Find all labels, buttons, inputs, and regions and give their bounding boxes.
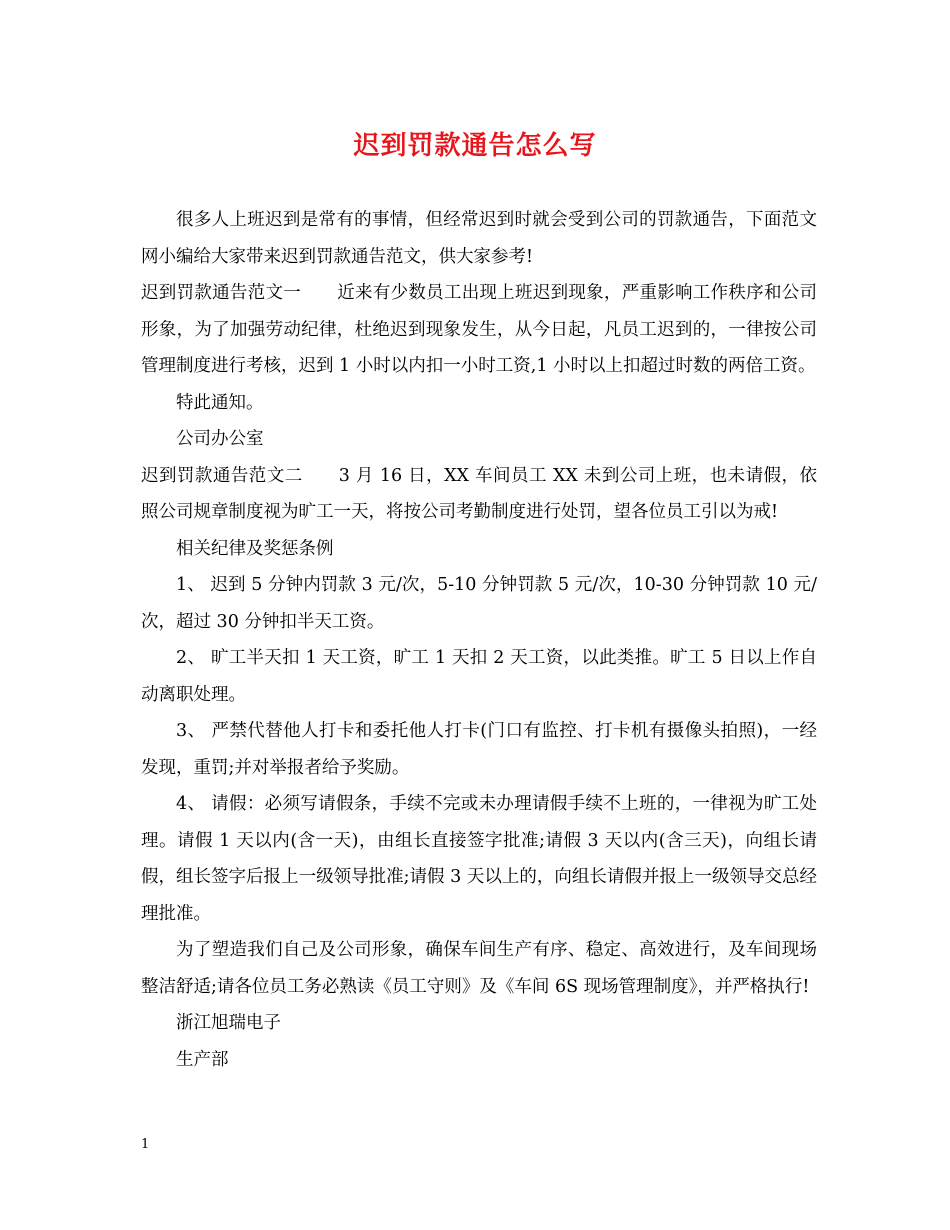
sample2-paragraph (141, 458, 817, 531)
page-number: 1 (141, 1137, 150, 1152)
rules-heading: 相关纪律及奖惩条例 (176, 538, 334, 559)
rule-item-1: 1、 迟到 5 分钟内罚款 3 元/次，5-10 分钟罚款 5 元/次，10-30 分钟罚款 10 元/次，超过 30 分钟扣半天工资。 (141, 575, 817, 632)
rule-item-2: 2、 旷工半天扣 1 天工资，旷工 1 天扣 2 天工资，以此类推。旷工 5 日以上作自动离职处理。 (141, 648, 817, 705)
page-title: 迟到罚款通告怎么写 (353, 131, 597, 161)
sample2-text: 3 月 16 日，XX 车间员工 XX 未到公司上班，也未请假，依照公司规章制度视为旷工一天，将按公司考勤制度进行处罚，望各位员工引以为戒! (141, 465, 817, 522)
sample1-text: 近来有少数员工出现上班迟到现象，严重影响工作秩序和公司形象，为了加强劳动纪律，杜绝迟到现象发生，从今日起，凡员工迟到的，一律按公司管理制度进行考核，迟到 1 小时以内扣一小时工资,1 小时以上扣超过时数的两倍工资。 (141, 283, 817, 376)
document-body (141, 202, 817, 1078)
sample1-label: 迟到罚款通告范文一 (141, 283, 301, 303)
intro-paragraph: 很多人上班迟到是常有的事情，但经常迟到时就会受到公司的罚款通告，下面范文网小编给大家带来迟到罚款通告范文，供大家参考! (141, 210, 817, 267)
rule-item-3: 3、 严禁代替他人打卡和委托他人打卡(门口有监控、打卡机有摄像头拍照)，一经发现，重罚;并对举报者给予奖励。 (141, 721, 817, 778)
sample1-notice: 特此通知。 (176, 392, 264, 413)
sample1-paragraph (141, 275, 817, 385)
company-name: 浙江旭瑞电子 (176, 1013, 281, 1033)
rule-item-4: 4、 请假：必须写请假条，手续不完或未办理请假手续不上班的，一律视为旷工处理。请假 1 天以内(含一天)，由组长直接签字批准;请假 3 天以内(含三天)，向组长请假，组长签字后报上一级领导批准;请假 3 天以上的，向组长请假并报上一级领导交总经理批准。 (141, 794, 817, 924)
sample2-label: 迟到罚款通告范文二 (141, 465, 303, 486)
department-name: 生产部 (176, 1049, 229, 1070)
closing-paragraph: 为了塑造我们自己及公司形象，确保车间生产有序、稳定、高效进行，及车间现场整洁舒适;请各位员工务必熟读《员工守则》及《车间 6S 现场管理制度》，并严格执行! (141, 940, 817, 997)
sample1-signer: 公司办公室 (176, 429, 264, 449)
